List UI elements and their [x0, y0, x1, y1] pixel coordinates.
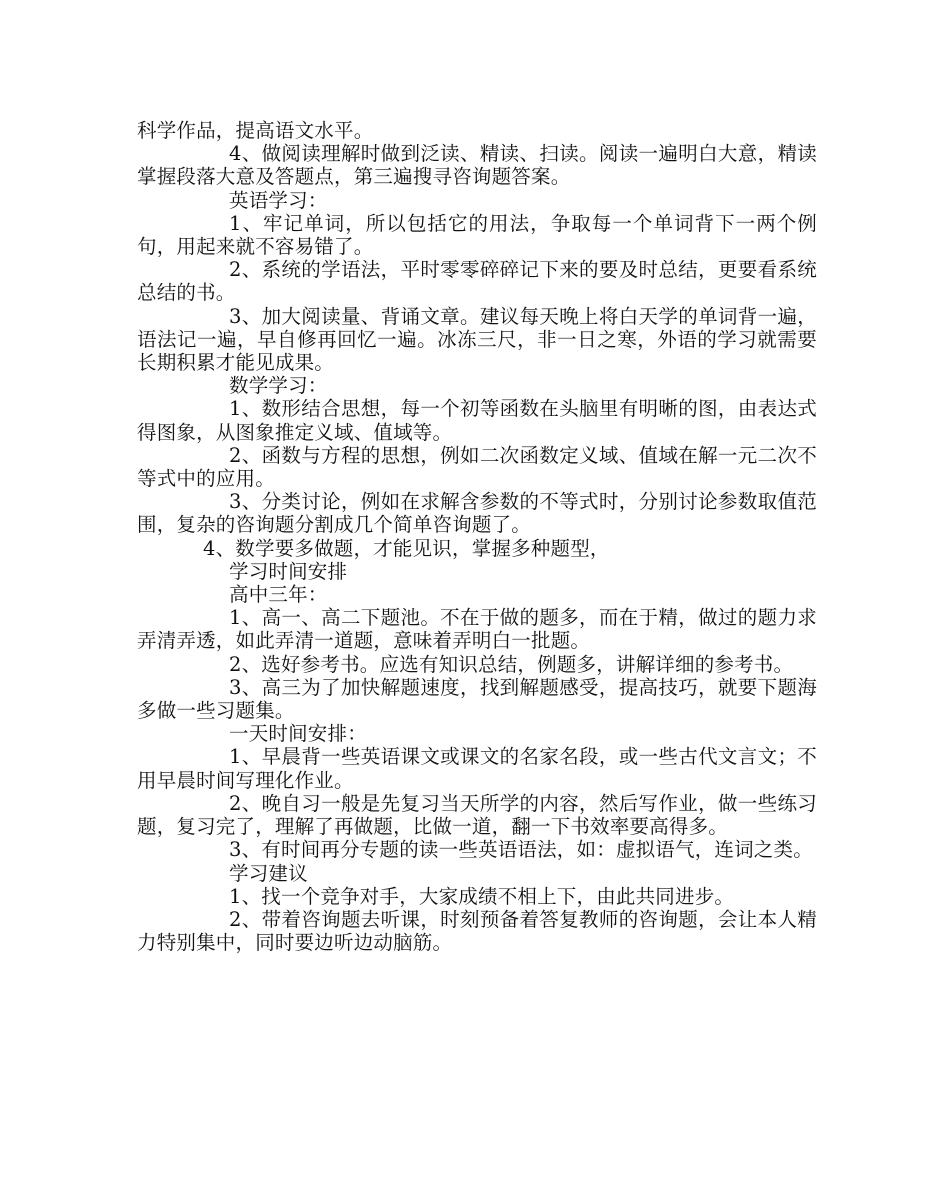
paragraph: 3、加大阅读量、背诵文章。建议每天晚上将白天学的单词背一遍，语法记一遍，早自修再回忆一遍。冰冻三尺，非一日之寒，外语的学习就需要长期积累才能见成果。 [137, 304, 817, 375]
paragraph: 2、晚自习一般是先复习当天所学的内容，然后写作业，做一些练习题，复习完了，理解了再做题，比做一道，翻一下书效率要高得多。 [137, 791, 817, 839]
section-heading-math: 数学学习： [229, 374, 328, 398]
paragraph: 2、选好参考书。应选有知识总结，例题多，讲解详细的参考书。 [229, 652, 794, 676]
paragraph: 3、有时间再分专题的读一些英语语法，如：虚拟语气，连词之类。 [229, 838, 813, 862]
paragraph: 1、早晨背一些英语课文或课文的名家名段，或一些古代文言文；不用早晨时间写理化作业。 [137, 745, 817, 792]
paragraph: 3、分类讨论，例如在求解含参数的不等式时，分别讨论参数取值范围，复杂的咨询题分割成几个简单咨询题了。 [137, 490, 817, 537]
paragraph: 2、函数与方程的思想，例如二次函数定义域、值域在解一元二次不等式中的应用。 [137, 443, 817, 491]
paragraph: 4、数学要多做题，才能见识，掌握多种题型， [203, 536, 610, 560]
document-body [137, 119, 817, 954]
section-heading-advice: 学习建议 [229, 861, 308, 885]
paragraph: 1、数形结合思想，每一个初等函数在头脑里有明晰的图，由表达式得图象，从图象推定义域、值域等。 [137, 397, 817, 444]
subsection-heading-three-years: 高中三年： [229, 583, 328, 607]
paragraph: 2、带着咨询题去听课，时刻预备着答复教师的咨询题，会让本人精力特别集中，同时要边听边动脑筋。 [137, 907, 817, 955]
paragraph: 科学作品，提高语文水平。 [137, 119, 374, 142]
paragraph: 2、系统的学语法，平时零零碎碎记下来的要及时总结，更要看系统总结的书。 [137, 258, 817, 305]
paragraph: 3、高三为了加快解题速度，找到解题感受，提高技巧，就要下题海多做一些习题集。 [137, 675, 817, 723]
subsection-heading-daily: 一天时间安排： [229, 722, 367, 746]
paragraph: 1、牢记单词，所以包括它的用法，争取每一个单词背下一两个例句，用起来就不容易错了。 [137, 211, 817, 259]
section-heading-english: 英语学习： [229, 188, 328, 212]
section-heading-schedule: 学习时间安排 [229, 559, 348, 583]
paragraph: 1、高一、高二下题池。不在于做的题多，而在于精，做过的题力求弄清弄透，如此弄清一道题，意味着弄明白一批题。 [137, 606, 817, 653]
paragraph: 1、找一个竞争对手，大家成绩不相上下，由此共同进步。 [229, 884, 735, 908]
paragraph: 4、做阅读理解时做到泛读、精读、扫读。阅读一遍明白大意，精读掌握段落大意及答题点，第三遍搜寻咨询题答案。 [137, 142, 817, 189]
